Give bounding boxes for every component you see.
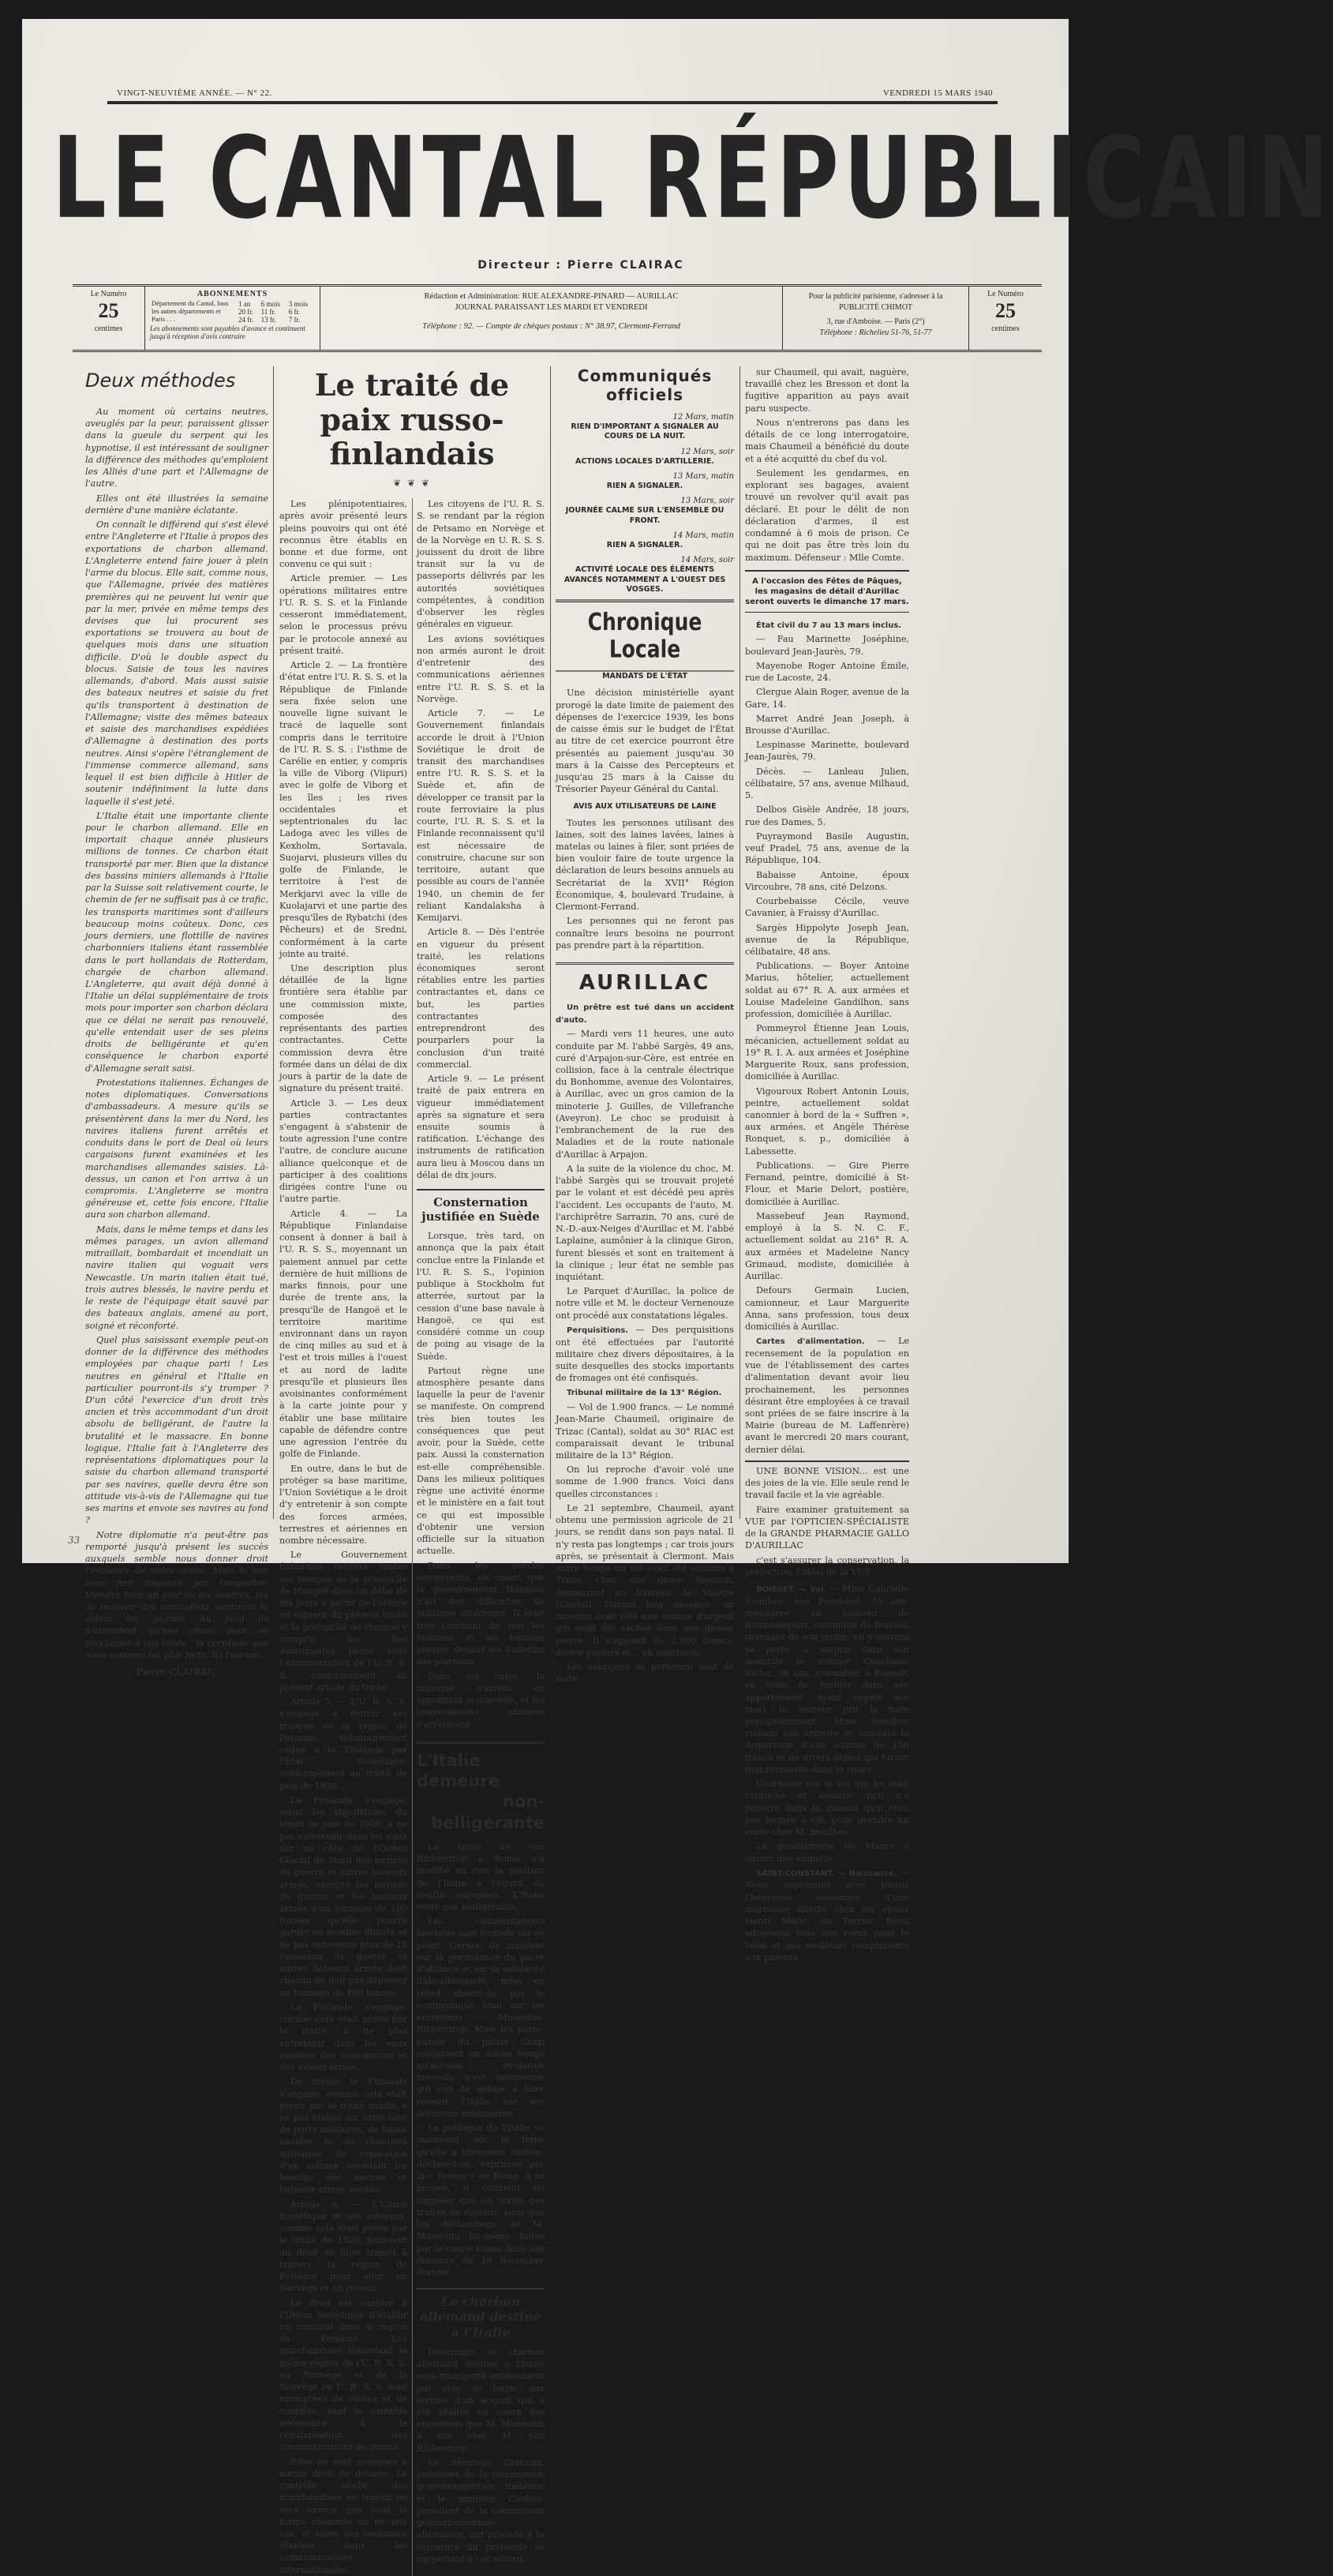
treaty-paragraph: Une description plus détaillée de la ligne frontière sera établie par une commission mixte, composée des représentants des parties contractantes. Cette commission devra être formée dans un délai de dix jours à partir de la date de signature du présent traité. xyxy=(279,962,407,1094)
communique-message: ACTIONS LOCALES D'ARTILLERIE. xyxy=(575,456,714,466)
communique-date: 13 Mars, matin xyxy=(672,472,734,482)
civil-status-entry: Babaisse Antoine, époux Vircoubre, 78 ans, cité Delzons. xyxy=(745,869,909,892)
treaty-paragraph: Les plénipotentiaires, après avoir présenté leurs pleins pouvoirs qui ont été reconnus être établis en bonne et due forme, ont convenu ce qui suit : xyxy=(279,499,407,570)
tribunal-paragraph: sur Chaumeil, qui avait, naguère, travaillé chez les Bresson et dont la fugitive apparition au pays avait paru suspecte. xyxy=(745,367,909,414)
perquisitions-text: — Des perquisitions ont été effectuées par l'autorité militaire chez divers dépositaires, à la suite desquelles des stocks importants de fromages ont été confisqués. xyxy=(556,1324,734,1384)
abon-col-head: 6 mois xyxy=(260,300,280,308)
wool-notice-body xyxy=(556,817,734,952)
tribunal-paragraph: — Vol de 1.900 francs. — Le nommé Jean-Marie Chaumeil, originaire de Trizac (Cantal), soldat au 30° RIAC est comparaissait devant le tribunal militaire de la 13° Région. xyxy=(556,1402,734,1460)
abon-cell: 24 fr. xyxy=(238,316,253,324)
civil-status-entry: Courbebaisse Cécile, veuve Cavanier, à Fraissy d'Aurillac. xyxy=(745,896,909,919)
communiques-list xyxy=(556,412,734,594)
saint-constant-text: — Nous apprenons avec plaisir l'heureuse naissance d'une mignonne fillette chez les époux Henri Méric, du Terrier. Nous adressons tous nos vœux pour le bébé et nos meilleurs compliments aux parents. xyxy=(745,1867,909,1963)
editorial-paragraph: Elles ont été illustrées la semaine dernière d'une manière éclatante. xyxy=(85,493,268,516)
tribunal-paragraph: On lui reproche d'avoir volé une somme de 1.900 francs. Voici dans quelles circonstances : xyxy=(556,1464,734,1499)
italy-body xyxy=(417,1841,545,2278)
coal-paragraph: Désormais, le charbon allemand destiné à l'Italie sera transporté entièrement par voie de terre, aux termes d'un accord qui a été réalisé au cours des entretiens que M. Mussolini a eus avec M. von Ribbentrop. xyxy=(417,2346,545,2454)
civil-status-entry: Vigouroux Robert Antonin Louis, peintre, actuellement soldat canonnier à bord de la « Suffren », aux armées, et Angèle Thérèse Ronquet, s. p., domiciliée à Labessette. xyxy=(745,1086,909,1157)
treaty-paragraph: Le Gouvernement finlandais retirera toutes ses troupes de la presqu'île de Hangoë dans un délai de dix jours à partir de l'entrée en vigueur du présent traité et la presqu'île de Hangoë y compris les îles avoisinantes passe sous l'administration de l'U. R. S. S., conformément au présent article du traité. xyxy=(279,1550,407,1693)
treaty-paragraph: Article 7. — Le Gouvernement finlandais accorde le droit à l'Union Soviétique le droit de transit des marchandises entre l'U. R. S. S. et la Suède et, afin de développer ce transit par la route ferroviaire la plus courte, l'U. R. S. S. et la Finlande reconnaissent qu'il est nécessaire de construire, chacune sur son territoire, autant que possible au cours de l'année 1940, un chemin de fer reliant Kandalaksha à Kemijarvi. xyxy=(417,708,545,924)
advertising-box xyxy=(783,287,969,350)
editorial-paragraph: Mais, dans le même temps et dans les mêmes parages, un avion allemand mitraillait, bombardait et incendiait un navire italien qui voguait vers Newcastle. Un marin italien était tué, trois autres blessés, le navire perdu et le reste de l'équipage était sauvé par des bateaux anglais, amené au port, soigné et réconforté. xyxy=(85,1224,268,1331)
abon-col-head: 1 an xyxy=(238,300,251,308)
mandats-headline: MANDATS DE L'ÉTAT xyxy=(602,672,687,681)
communique-date: 14 Mars, matin xyxy=(672,531,734,541)
tribunal-paragraph: Le 21 septembre, Chaumeil, ayant obtenu une permission agricole de 21 jours, se rendit dans son pays natal. Il n'y resta pas longtemps ; car trois jours après, se présentait à Clermont. Mais entre temps un vol avait été commis à Trizac chez une dame Bresson, demeurant au hameau de Valette (Cantal). Durant leur absence, un inconnu avait volé une somme d'argent qui avait été cachée dans une grosse pierre. Il s'agissait de 1.900 francs, divers papiers et... un saucisson. xyxy=(556,1502,734,1658)
accident-paragraph: — Mardi vers 11 heures, une auto conduite par M. l'abbé Sargès, 49 ans, curé d'Arpajon-sur-Cère, est entrée en collision, face à la centrale électrique du Bonhomme, avenue des Volontaires, à Aurillac, avec un gros camion de la minoterie J. Guilles, de Villefranche (Aveyron). Le choc se produisit à l'embranchement de la rue des Maladies et de la route nationale d'Aurillac à Arpajon. xyxy=(556,1029,734,1160)
tribunal-paragraph: Les soupçons se portèrent tout de suite xyxy=(556,1661,734,1685)
top-rule xyxy=(107,101,998,104)
column-rule xyxy=(550,366,551,1519)
abon-cell: 6 fr. xyxy=(288,308,301,316)
priest-accident-body xyxy=(556,1028,734,1322)
column-civil xyxy=(745,366,910,1963)
italy-paragraph: Les commentateurs fascistes sont formels sur ce point. Certes, ils insistent sur la persistance du pacte d'alliance et sur la solidarité italo-allemande, mise en relief, disent-ils, par le communiqué final sur les entretiens Mussolini-Ribbentrop. Mais les porte-parole du palais Chigi soulignent en même temps qu'aucune évolution nouvelle n'est intervenue qui soit de nature à faire revenir l'Italie sur ses décisions antérieures. xyxy=(417,1916,545,2119)
civil-status-entry: Massebeuf Jean Raymond, employé à la S. N. C. F., actuellement soldat au 216° R. A. aux armées et Madeleine Nancy Grimaud, modiste, domiciliée à Aurillac. xyxy=(745,1210,909,1282)
civil-status-entry: Décès. — Lanleau Julien, célibataire, 57 ans, avenue Milhaud, 5. xyxy=(745,766,909,801)
tribunal-paragraph: Seulement les gendarmes, en explorant ses bagages, avaient trouvé un revolver qu'il avait pas déclaré. Et pour le délit de non déclaration d'armes, il est condamné à 6 mois de prison. Ce qui ne doit pas être très loin du maximum. Défenseur : Mlle Comte. xyxy=(745,467,909,563)
treaty-body-columns xyxy=(279,498,545,2576)
editorial-paragraph: Au moment où certains neutres, aveuglés par la peur, paraissent glisser dans la gueule du serpent qui les hypnotise, il est intéressant de souligner la différence des méthodes qu'emploient les Alliés d'une part et l'Allemagne de l'autre. xyxy=(85,407,268,489)
communiques-headline: Communiqués officiels xyxy=(577,366,713,404)
treaty-paragraph: Article 9. — Le présent traité de paix entrera en vigueur immédiatement après sa signature et sera ensuite soumis à ratification. L'échange des instruments de ratification aura lieu à Moscou dans un délai de dix jours. xyxy=(417,1074,545,1180)
price-unit: centimes xyxy=(991,324,1020,333)
publication-schedule: JOURNAL PARAISSANT LES MARDI ET VENDREDI xyxy=(455,303,648,313)
editorial-paragraph: Notre diplomatie n'a peut-être pas remporté jusqu'à présent les succès auxquels semble nous donner droit l'évidence de notre cause. Mais le bon sens finit toujours par l'emporter. Viendra bien un jour où les neutres, las de recevoir des camouflets, sentiront la colère les gagner. Au fond ils n'attendent qu'une chose pour se proclamer à nos côtés : la certitude que nous sommes les plus forts. Ils l'auront. xyxy=(85,1529,268,1660)
column-editorial xyxy=(85,366,268,1678)
civil-status-entry: — Fau Marinette Joséphine, boulevard Jean-Jaurès, 79. xyxy=(745,634,909,657)
treaty-paragraph: Article 3. — Les deux parties contractantes s'engagent à s'abstenir de toute agression l'une contre l'autre, de conclure aucune alliance quelconque et de participer à des coalitions dirigées contre l'une ou l'autre partie. xyxy=(279,1097,407,1205)
advertising-line-1: Pour la publicité parisienne, s'adresser à la PUBLICITÉ CHIMOT xyxy=(808,292,943,312)
column-local xyxy=(556,366,734,1685)
issue-date: VENDREDI 15 MARS 1940 xyxy=(882,88,993,98)
edition-number: VINGT-NEUVIÈME ANNÉE. — N° 22. xyxy=(117,88,272,98)
communique-date: 14 Mars, soir xyxy=(680,556,734,565)
civil-status-body xyxy=(745,633,909,1333)
italy-headline-line-2: non-belligérante xyxy=(431,1792,545,1832)
tribunal-paragraph: Nous n'entrerons pas dans les détails de ce long interrogatoire, mais Chaumeil a bénéficié du doute et a été acquitté du chef du vol. xyxy=(745,417,909,464)
civil-status-entry: Defours Germain Lucien, camionneur, et Laur Marguerite Anna, sans profession, tous deux domiciliés à Aurillac. xyxy=(745,1285,909,1332)
headline-ornament: ❦ ❦ ❦ xyxy=(393,478,431,489)
abon-cell: 7 fr. xyxy=(288,316,301,324)
civil-status-entry: Lespinasse Marinette, boulevard Jean-Jaurès, 79. xyxy=(745,740,909,763)
newspaper-page xyxy=(22,19,1333,2575)
price-box-left xyxy=(73,287,145,350)
optician-paragraph: Faire examiner gratuitement sa VUE par l'OPTICIEN-SPÉCIALISTE de la GRANDE PHARMACIE GALLO D'AURILLAC xyxy=(745,1504,909,1551)
civil-status-entry: Puyraymond Basile Augustin, veuf Pradel, 75 ans, avenue de la République, 104. xyxy=(745,831,909,866)
subscriptions-title: ABONNEMENTS xyxy=(197,290,268,298)
treaty-paragraph: Article 4. — La République Finlandaise consent à donner à bail à l'U. R. S. S., moyennant un paiement annuel par cette dernière de huit millions de marks finnois, pour une durée de trente ans, la presqu'île de Hangoë et le territoire maritime environnant dans un rayon de cinq milles au sud et à l'est et trois milles à l'ouest et au nord de ladite presqu'île et plusieurs îles avoisinantes conformément à la carte jointe pour y établir une base militaire capable de défendre contre une agression l'entrée du golfe de Finlande. xyxy=(279,1208,407,1460)
treaty-paragraph: Les citoyens de l'U. R. S. S. se rendant par la région de Petsamo en Norvège et de la Norvège en U. R. S. S. jouissent du droit de libre transit sur la vu de passeports délivrés par les autorités soviétiques compétentes, à condition d'observer les règles générales en vigueur. xyxy=(417,499,545,630)
optician-paragraph: c'est s'assurer la conservation, la perfection, l'idéal de la VUE. xyxy=(745,1554,909,1577)
tribunal-body xyxy=(556,1401,734,1685)
editorial-signature: Pierre CLAIRAC. xyxy=(136,1667,218,1678)
treaty-headline: Le traité de paix russo-finlandais xyxy=(314,367,510,472)
saint-constant-lead: SAINT-CONSTANT. — Naissance. xyxy=(756,1869,897,1878)
treaty-paragraph: Le droit est conféré à l'Union Soviétique d'établir un consulat dans la région de Petsamo. Les marchandises transitant la même région de l'U. R. S. S. en Norvège et de la Norvège en U. R. S. S. sont exemptées de visites et de contrôle, sauf le contrôle nécessaire à la régularisation des communications de transit. xyxy=(279,2297,407,2453)
sweden-body xyxy=(417,1230,545,1730)
editorial-paragraph: Quel plus saisissant exemple peut-on donner de la différence des méthodes employées par chaque parti ! Les neutres en général et l'Italie en particulier pourront-ils s'y tromper ? D'un côté l'exercice d'un droit très ancien et très accommodant d'un droit absolu de belligérant, de l'autre la brutalité et le massacre. En bonne logique, l'Italie fait à l'Angleterre des représentations diplomatiques pour la saisie du charbon allemand transporté par ses navires, quelle devra être son attitude vis-à-vis de l'Allemagne qui tue ses marins et envoie ses navires au fond ? xyxy=(85,1334,268,1526)
price-label: Le Numéro xyxy=(90,290,127,298)
treaty-paragraph: De même la Finlande s'engage, comme cela était prévu par le traité susdit, à ne pas établir sur cette côte de ports militaires, de bases navales ni de chantiers militaires de réparation d'un volume excédant les besoins des navires et bateaux armés susdits. xyxy=(279,2076,407,2195)
civil-status-entry: Delbos Gisèle Andrée, 18 jours, rue des Dames, 5. xyxy=(745,804,909,827)
communique-message: RIEN A SIGNALER. xyxy=(606,482,683,491)
advertising-line-3: Téléphone : Richelieu 51-76, 51-77 xyxy=(819,328,932,337)
communique-message: ACTIVITÉ LOCALE DES ÉLÉMENTS AVANCÉS NOTAMMENT A L'OUEST DES VOSGES. xyxy=(564,565,726,594)
subscriptions-row-label: Département du Cantal, lous les autres départements et Paris . . . xyxy=(152,299,229,323)
treaty-paragraph: La Finlande s'engage, comme cela était prévu par le traité, à ne plus entretenir dans les eaux susdites des sous-marins et des avions armés. xyxy=(279,2001,407,2073)
editorial-paragraph: Protestations italiennes. Échanges de notes diplomatiques. Conversations d'ambassadeurs. A mesure qu'ils se présentèrent dans la mer du Nord, les navires italiens furent arrêtés et conduits dans le port de Deal où leurs cargaisons furent examinées et les marchandises allemandes saisies. Là-dessus, un canon et l'on arriva à un compromis. L'Angleterre se montra généreuse et, cette fois encore, l'Italie aura son charbon allemand. xyxy=(85,1077,268,1221)
price-label: Le Numéro xyxy=(987,290,1024,298)
editorial-paragraph: On connaît le différend qui s'est élevé entre l'Angleterre et l'Italie à propos des exportations de charbon allemand. L'Angleterre entend faire jouer à plein l'arme du blocus. Elle sait, comme nous, que l'Allemagne, privée des matières premières qui ne peuvent lui venir que par la mer, privée en même temps des devises que lui procurent ses exportations se trouvera au bout de quelques mois dans une situation difficile. D'où le double aspect du blocus. Saisie de tous les navires allemands, d'abord. Mais aussi saisie des bateaux neutres et saisie du fret qu'ils transportent à destination de l'Allemagne; visite des mêmes bateaux et saisie des marchandises expédiées d'Allemagne à destination des ports neutres. Ainsi s'opère l'étranglement de l'immense commerce allemand, sans lequel il est bien difficile à Hitler de soutenir indéfiniment la lutte dans laquelle il s'est jeté. xyxy=(85,519,268,807)
treaty-paragraph: Elles ne sont soumises à aucun droit de douane. Le contrôle susdit des marchandises en transit ne sera exercé que sous la forme observée en de tels cas, et selon des coutumes établies dans les communications internationales. xyxy=(279,2456,407,2575)
coal-headline: Le charbon allemand destiné à l'Italie xyxy=(417,2288,545,2340)
wool-paragraph: Les personnes qui ne feront pas connaître leurs besoins ne pourront pas prendre part à la répartition. xyxy=(556,916,734,951)
treaty-paragraph: Les avions soviétiques non armés auront le droit d'entretenir des communications aériennes entre l'U. R. S. S. et la Norvège. xyxy=(417,633,545,704)
price-box-right xyxy=(969,287,1042,350)
treaty-paragraph: Article 6. — L'Union Soviétique et ses citoyens, comme cela était prévu par le traité de 1920, jouissent du droit de libre transit à travers la région de Petsamo pour aller en Norvège et en revenir. xyxy=(279,2199,407,2294)
advertising-line-2: 3, rue d'Amboise. — Paris (2°) xyxy=(826,317,925,326)
subscriptions-note: Les abonnements sont payables d'avance et continuent jusqu'à réception d'avis contraire xyxy=(150,324,305,340)
boisset-text-2: Courbaize nie le vol qui lui était reproché et déclare qu'il n'a pénétré dans la maison qu'il était pas fermée à clé, pour prendre un verre chez M. Senilhes. xyxy=(745,1779,909,1838)
communique-message: JOURNÉE CALME SUR L'ENSEMBLE DU FRONT. xyxy=(565,506,725,525)
accident-paragraph: Le Parquet d'Aurillac, la police de notre ville et M. le docteur Vernenouze ont procédé aux constatations légales. xyxy=(556,1286,734,1321)
wool-paragraph: Toutes les personnes utilisant des laines, soit des laines lavées, laines à matelas ou laines à filer, sont priées de bien vouloir faire de toute urgence la déclaration de leurs besoins annuels au Secrétariat de la XVII° Région Économique, 4, boulevard Trudaine, à Clermont-Ferrand. xyxy=(556,817,734,913)
civil-status-entry: Mayenobe Roger Antoine Émile, rue de Lacoste, 24. xyxy=(745,660,909,684)
tribunal-continued xyxy=(745,366,909,564)
sweden-paragraph: Dans les cercles compétents, on craint que le gouvernement Hansson n'ait des difficultés de politique intérieure. Il était très touchant de voir les hommes et les femmes pleurer devant les bulletins des journaux. xyxy=(417,1560,545,1667)
civil-status-lead: État civil du 7 au 13 mars inclus. xyxy=(756,621,902,630)
edition-line xyxy=(52,88,1039,98)
civil-status-entry: Clergue Alain Roger, avenue de la Gare, 14. xyxy=(745,687,909,710)
optician-ad xyxy=(745,1460,909,1578)
boisset-text: — Mme Gabrielle Senilhes, née Peschaud, 55 ans, ménagère au hameau de Bonnemayoux, commune de Boisset, revenant de son jardin, en s'ouvrant sa porte, a surpris dans son domicile le nommé Courbaize Victor, 36 ans, journalier, à Boisset, en train de fouiller dans son appartement. Ayant appelé son mari, le visiteur prit la fuite précipitamment. Mme Senilhes visitant son armoire et constata la disparition d'une somme de 150 francs et de divers objets qui furent tout retrouvés dans le cours. xyxy=(745,1584,910,1775)
treaty-paragraph: Article premier. — Les opérations militaires entre l'U. R. S. S. et la Finlande cesseront immédiatement, selon le processus prévu par le protocole annexé au présent traité. xyxy=(279,573,407,656)
subscriptions-box xyxy=(145,287,320,350)
editorial-office-box xyxy=(320,287,783,350)
abon-cell: 20 fr. xyxy=(238,308,253,316)
subscriptions-table xyxy=(150,300,315,324)
mandats-body xyxy=(556,687,734,795)
perquisitions-lead: Perquisitions. xyxy=(567,1325,629,1335)
sweden-paragraph: Dans les cafés, la musique s'arrêta en apprenant la nouvelle, et les conversations animées s'arrêtèrent. xyxy=(417,1670,545,1730)
treaty-paragraph: La Finlande s'engage, selon les stipulations du traité de paix de 1920, à ne pas entretenir dans les eaux sur sa côte de l'Océan Glacial du Nord des navires de guerre et autres bateaux armés, excepté les navires de guerre et les bateaux armés d'un tonnage de 100 tonnes qu'elle pourra garder en nombre illimité et ne pas entretenir plus de 15 vaisseaux de guerre et autres bateaux armés dont chacun ne doit pas dépasser un tonnage de 400 tonnes. xyxy=(279,1794,407,1998)
easter-notice: A l'occasion des Fêtes de Pâques, les magasins de détail d'Aurillac seront ouverts le dimanche 17 mars. xyxy=(745,570,909,613)
chronique-locale-headline: Chronique Locale xyxy=(556,600,734,672)
civil-status-entry: Sargès Hippolyte Joseph Jean, avenue de la République, célibataire, 48 ans. xyxy=(745,922,909,957)
italy-headline-line-1: L'Italie demeure xyxy=(417,1750,500,1791)
communique-date: 12 Mars, soir xyxy=(680,447,734,456)
editorial-paragraph: L'Italie était une importante cliente pour le charbon allemand. Elle en importait chaque année plusieurs millions de tonnes. Ce charbon était transporté par mer. Bien que la distance des bassins miniers allemands à l'Italie par la Suisse soit relativement courte, le chemin de fer ne suffisait pas à ce trafic, les transports maritimes sont d'ailleurs beaucoup moins coûteux. Donc, ces jours derniers, une flottille de navires charbonniers italiens étant rassemblée dans le port hollandais de Rotterdam, chargée de charbon allemand. L'Angleterre, qui avait déjà donné à l'Italie un délai supplémentaire de trois mois pour importer son charbon déclara que ce délai ne serait pas renouvelé, qu'elle entendait user de ses pleins droits de belligérante et qu'en conséquence le charbon exporté d'Allemagne serait saisi. xyxy=(85,810,268,1074)
price-unit: centimes xyxy=(94,324,123,333)
abon-cell: 13 fr. xyxy=(260,316,276,324)
communique-date: 13 Mars, soir xyxy=(680,497,734,506)
editorial-body xyxy=(85,406,268,1661)
director-line: Directeur : Pierre CLAIRAC xyxy=(477,259,684,272)
info-bar xyxy=(73,284,1042,352)
communique-message: RIEN D'IMPORTANT A SIGNALER AU COURS DE LA NUIT. xyxy=(571,422,719,441)
price-value: 25 xyxy=(995,299,1016,322)
civil-status-entry: Publications. — Boyer Antoine Marius, hôtelier, actuellement soldat au 67° R. A. aux armées et Louise Madeleine Gandilhon, sans profession, domiciliée à Aurillac. xyxy=(745,961,909,1020)
coal-paragraph: Le sénateur Giannini, président de la commission gouvernementale italienne et le ministre Clodius, président de la commission gouvernementale allemande, ont procédé à la signature du protocole se rapportant à cet accord. xyxy=(417,2457,545,2564)
price-value: 25 xyxy=(98,299,119,322)
coal-body xyxy=(417,2346,545,2565)
sweden-headline: Consternation justifiée en Suède xyxy=(417,1189,545,1224)
civil-status-entry: Pommeyrol Étienne Jean Louis, mécanicien, actuellement soldat au 19° R. I. A. aux armées et Joséphine Marguerite Roux, sans profession, domiciliée à Aurillac. xyxy=(745,1023,909,1082)
boisset-text-3: La gendarmerie de Maurs a ouvert une enquête. xyxy=(745,1841,909,1864)
civil-status-entry: Publications. — Gire Pierre Fernand, peintre, domicilié à St-Flour, et Marie Delort, postière, domiciliée à Aurillac. xyxy=(745,1160,909,1207)
ration-cards-text: — Le recensement de la population en vue de l'établissement des cartes d'alimentation devant avoir lieu prochainement, les personnes désirant être employées à ce travail sont priées de se faire inscrire à la Mairie (bureau de M. Laffenrère) avant le mercredi 20 mars courant, dernier délai. xyxy=(745,1336,909,1455)
sweden-paragraph: Lorsque, très tard, on annonça que la paix était conclue entre la Finlande et l'U. R. S. S., l'opinion publique à Stockholm fut atterrée, surtout par la cession d'une base navale à Hangoë, ce qui est considéré comme un coup de poing au visage de la Suède. xyxy=(417,1231,545,1362)
sweden-paragraph: Partout règne une atmosphère pesante dans laquelle la peur de l'avenir se manifeste. On comprend très bien toutes les conséquences que peut avoir, pour la Suède, cette paix. Aussi la consternation est-elle compréhensible. Dans les milieux politiques règne une activité énorme et le ministère en a fait tout ce qui est impossible d'obtenir une version officielle sur la situation actuelle. xyxy=(417,1365,545,1557)
optician-paragraph: UNE BONNE VISION... est une des joies de la vie. Elle seule rend le travail facile et la vie agréable. xyxy=(745,1465,909,1501)
telephone-line: Téléphone : 92. — Compte de chèques postaux : N° 38.97, Clermont-Ferrand xyxy=(422,322,680,332)
page-mark: 33 xyxy=(68,1535,81,1546)
accident-paragraph: A la suite de la violence du choc, M. l'abbé Sargès qui se trouvait projeté par le volant et est décédé peu après l'accident. Les occupants de l'auto, M. l'archiprêtre Sarrazin, 70 ans, curé de N.-D.-aux-Neiges d'Aurillac et M. l'abbé Laplaine, aumônier à la clinique Giron, furent blessés et sont en traitement à la clinique ; leur état ne semble pas inquiétant. xyxy=(556,1163,734,1282)
communique-date: 12 Mars, matin xyxy=(672,413,734,422)
treaty-paragraph: Article 2. — La frontière d'état entre l'U. R. S. S. et la République de Finlande sera fixée selon une nouvelle ligne suivant le tracé de laquelle sont compris dans le territoire de l'U. R. S. S. : l'isthme de Carélie en entier, y compris la ville de Viborg (Viipuri) avec le golfe de Viborg et les îles ; les rives occidentales et septentrionales du lac Ladoga avec les villes de Kexholm, Sortavala, Suojarvi, plusieurs villes du golfe de Finlande, le territoire à l'est de Merkjarvi avec la ville de Kuolajarvi et une partie des presqu'îles de Rybatchi (des Pêcheurs) et de Sredni, conformément à la carte jointe au traité. xyxy=(279,660,407,959)
tribunal-lead: Tribunal militaire de la 13° Région. xyxy=(567,1389,722,1398)
editorial-address: Rédaction et Administration: RUE ALEXANDRE-PINARD — AURILLAC xyxy=(424,292,679,301)
boisset-lead: BOISSET. — Vol. xyxy=(756,1585,827,1595)
editorial-title: Deux méthodes xyxy=(85,369,236,392)
column-treaty xyxy=(279,366,545,2575)
abon-col-head: 3 mois xyxy=(288,300,309,308)
treaty-paragraph: Article 5. — L'U. R. S. S. s'engage à retirer ses troupes de la région de Petsamo, volontairement cédée à la Finlande par l'État Soviétique, conformément au traité de paix de 1920. xyxy=(279,1697,407,1791)
mandats-paragraph: Une décision ministérielle ayant prorogé la date limite de paiement des dépenses de l'exercice 1939, les bons de caisse émis sur le budget de l'État au titre de cet exercice pourront être présentés au paiement jusqu'au 30 mars à la Caisse des Percepteurs et jusqu'au 25 mars à la Caisse du Trésorier Payeur Général du Cantal. xyxy=(556,688,734,795)
treaty-paragraph: En outre, dans le but de protéger sa base maritime, l'Union Soviétique a le droit d'y entretenir à son compte des forces armées, terrestres et aériennes en nombre nécessaire. xyxy=(279,1463,407,1546)
column-rule xyxy=(273,366,274,1519)
italy-paragraph: La politique de l'Italie se maintient sur la ligne qu'elle a librement choisie, déclare-t-on, exprimée par la « Tevere » de Rome. A ce propos, il convient de rappeler que les textes des traités en vigueur, ainsi que les déclarations de M. Mussolini lui-même faites par le comte Ciano dans son discours du 16 décembre dernier. xyxy=(417,2123,545,2278)
article-columns xyxy=(85,366,1023,2575)
abon-cell: 11 fr. xyxy=(260,308,276,316)
wool-notice-headline: AVIS AUX UTILISATEURS DE LAINE xyxy=(573,801,717,811)
treaty-paragraph: Article 8. — Dès l'entrée en vigueur du présent traité, les relations économiques seront rétablies entre les parties contractantes et, dans ce but, les parties contractantes entreprendront des pourparlers pour la conclusion d'un traité commercial. xyxy=(417,927,545,1070)
ration-cards-lead: Cartes d'alimentation. xyxy=(756,1337,865,1347)
italy-paragraph: La visite de von Ribbentrop à Rome n'a modifié en rien la position de l'Italie à l'égard du conflit européen. L'Italie reste non belligérante. xyxy=(417,1841,545,1912)
italy-headline xyxy=(417,1742,545,1833)
newspaper-masthead: LE CANTAL RÉPUBLICAIN xyxy=(52,114,1333,245)
civil-status-entry: Marret André Jean Joseph, à Brousse d'Aurillac. xyxy=(745,713,909,736)
aurillac-headline: AURILLAC xyxy=(556,962,734,995)
priest-accident-lead: Un prêtre est tué dans un accident d'auto. xyxy=(556,1003,734,1025)
communique-message: RIEN A SIGNALER. xyxy=(606,541,683,550)
